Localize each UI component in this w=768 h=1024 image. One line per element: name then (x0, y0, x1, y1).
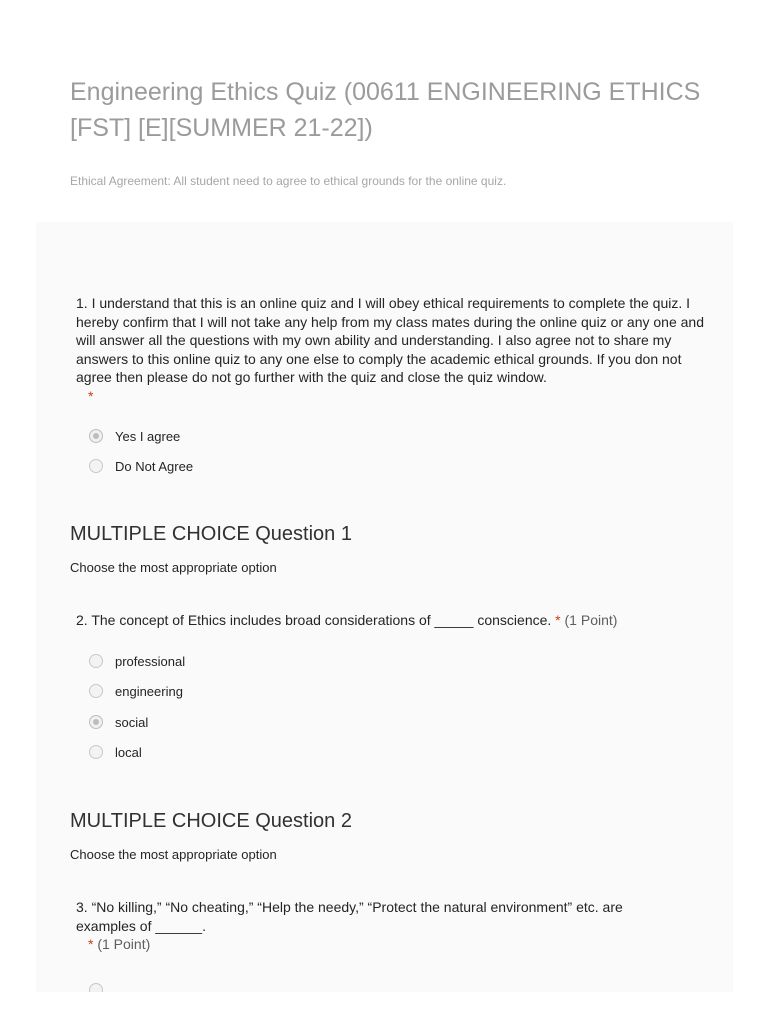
required-marker: * (555, 612, 561, 628)
option-label: Do Not Agree (115, 458, 194, 474)
question-2 (76, 611, 716, 630)
q2-option-social[interactable] (89, 713, 148, 731)
q2-option-professional[interactable] (89, 652, 185, 670)
q2-option-engineering[interactable] (89, 682, 183, 700)
section-subtitle: Choose the most appropriate option (70, 847, 277, 862)
radio-button-selected[interactable] (89, 429, 103, 443)
question-number: 2. (76, 612, 88, 628)
q2-option-local[interactable] (89, 743, 142, 761)
q1-option-yes-i-agree[interactable] (89, 427, 180, 445)
q3-option-partial[interactable] (89, 983, 115, 992)
option-label: Yes I agree (115, 428, 181, 444)
points-label: (1 Point) (97, 936, 151, 952)
radio-button[interactable] (89, 745, 103, 759)
radio-button[interactable] (89, 983, 103, 992)
option-label: local (115, 744, 142, 760)
radio-button[interactable] (89, 459, 103, 473)
q1-option-do-not-agree[interactable] (89, 457, 193, 475)
question-3 (76, 898, 656, 954)
section-title: MULTIPLE CHOICE Question 2 (70, 810, 352, 832)
option-label: engineering (115, 683, 183, 699)
question-1 (76, 294, 716, 405)
option-label: professional (115, 653, 186, 669)
question-number: 1. (76, 295, 88, 311)
radio-button[interactable] (89, 654, 103, 668)
radio-button-selected[interactable] (89, 715, 103, 729)
points-label: (1 Point) (564, 612, 618, 628)
section-title: MULTIPLE CHOICE Question 1 (70, 523, 352, 545)
form-description: Ethical Agreement: All student need to agree to ethical grounds for the online quiz. (70, 174, 507, 188)
section-subtitle: Choose the most appropriate option (70, 560, 277, 575)
question-text: The concept of Ethics includes broad considerations of _____ conscience. (91, 612, 552, 628)
option-label: social (115, 714, 149, 730)
required-marker: * (88, 387, 94, 404)
radio-button[interactable] (89, 684, 103, 698)
question-text: “No killing,” “No cheating,” “Help the needy,” “Protect the natural environment” etc. are examples of ______. (76, 899, 623, 934)
question-text: I understand that this is an online quiz and I will obey ethical requirements to complete the quiz. I hereby confirm that I will not take any help from my class mates during the online quiz or any one and will answer all the questions with my own ability and understanding. I also agree not to share my answers to this online quiz to any one else to comply the academic ethical grounds. If you don not agree then please do not go further with the quiz and close the quiz window. (76, 295, 704, 385)
required-marker: * (88, 936, 94, 952)
question-number: 3. (76, 899, 88, 915)
form-title: Engineering Ethics Quiz (00611 ENGINEERING ETHICS [FST] [E][SUMMER 21-22]) (70, 78, 701, 142)
